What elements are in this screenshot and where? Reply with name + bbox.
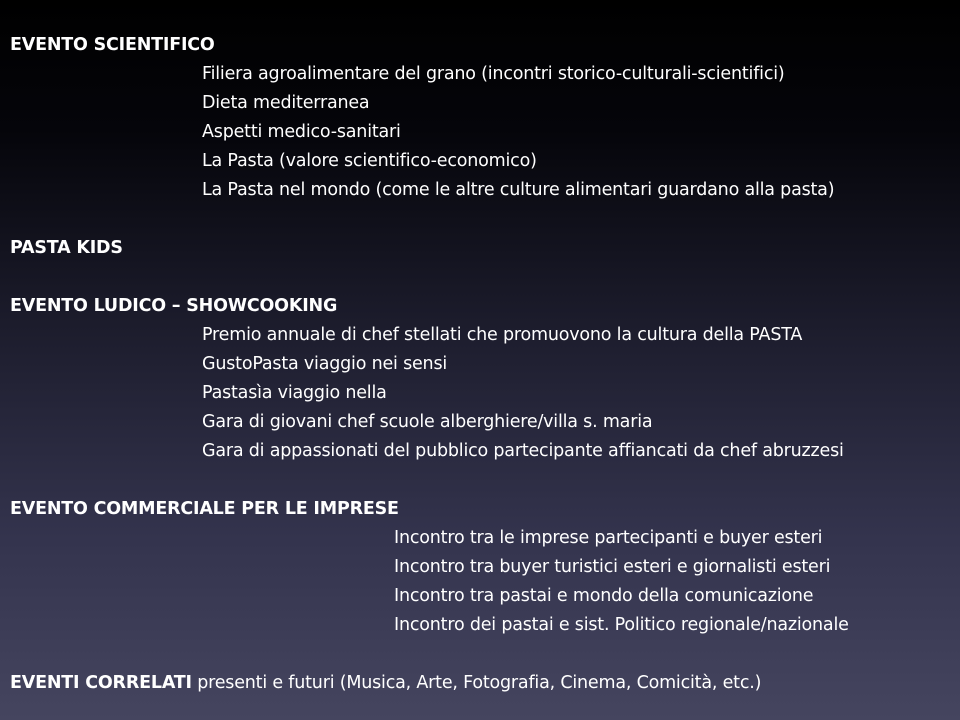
list-item: Incontro tra le imprese partecipanti e buyer esteri (394, 528, 823, 548)
heading-eventi-correlati: EVENTI CORRELATI (10, 673, 192, 693)
list-item: Aspetti medico-sanitari (202, 122, 401, 142)
heading-pasta-kids: PASTA KIDS (10, 238, 123, 258)
list-item: La Pasta (valore scientifico-economico) (202, 151, 537, 171)
list-item: Gara di appassionati del pubblico partecipante affiancati da chef abruzzesi (202, 441, 844, 461)
list-item: Incontro dei pastai e sist. Politico regionale/nazionale (394, 615, 849, 635)
list-item: Incontro tra buyer turistici esteri e giornalisti esteri (394, 557, 831, 577)
list-item: Gara di giovani chef scuole alberghiere/villa s. maria (202, 412, 653, 432)
list-item: GustoPasta viaggio nei sensi (202, 354, 448, 374)
list-item: Dieta mediterranea (202, 93, 370, 113)
list-item: Incontro tra pastai e mondo della comunicazione (394, 586, 814, 606)
eventi-correlati-line (10, 669, 761, 698)
heading-evento-ludico: EVENTO LUDICO – SHOWCOOKING (10, 296, 338, 316)
list-item: La Pasta nel mondo (come le altre culture alimentari guardano alla pasta) (202, 180, 835, 200)
eventi-correlati-text: presenti e futuri (Musica, Arte, Fotografia, Cinema, Comicità, etc.) (191, 673, 762, 693)
heading-evento-scientifico: EVENTO SCIENTIFICO (10, 35, 215, 55)
list-item: Filiera agroalimentare del grano (incontri storico-culturali-scientifici) (202, 64, 785, 84)
list-item: Pastasìa viaggio nella (202, 383, 387, 403)
list-item: Premio annuale di chef stellati che promuovono la cultura della PASTA (202, 325, 803, 345)
heading-evento-commerciale: EVENTO COMMERCIALE PER LE IMPRESE (10, 499, 399, 519)
